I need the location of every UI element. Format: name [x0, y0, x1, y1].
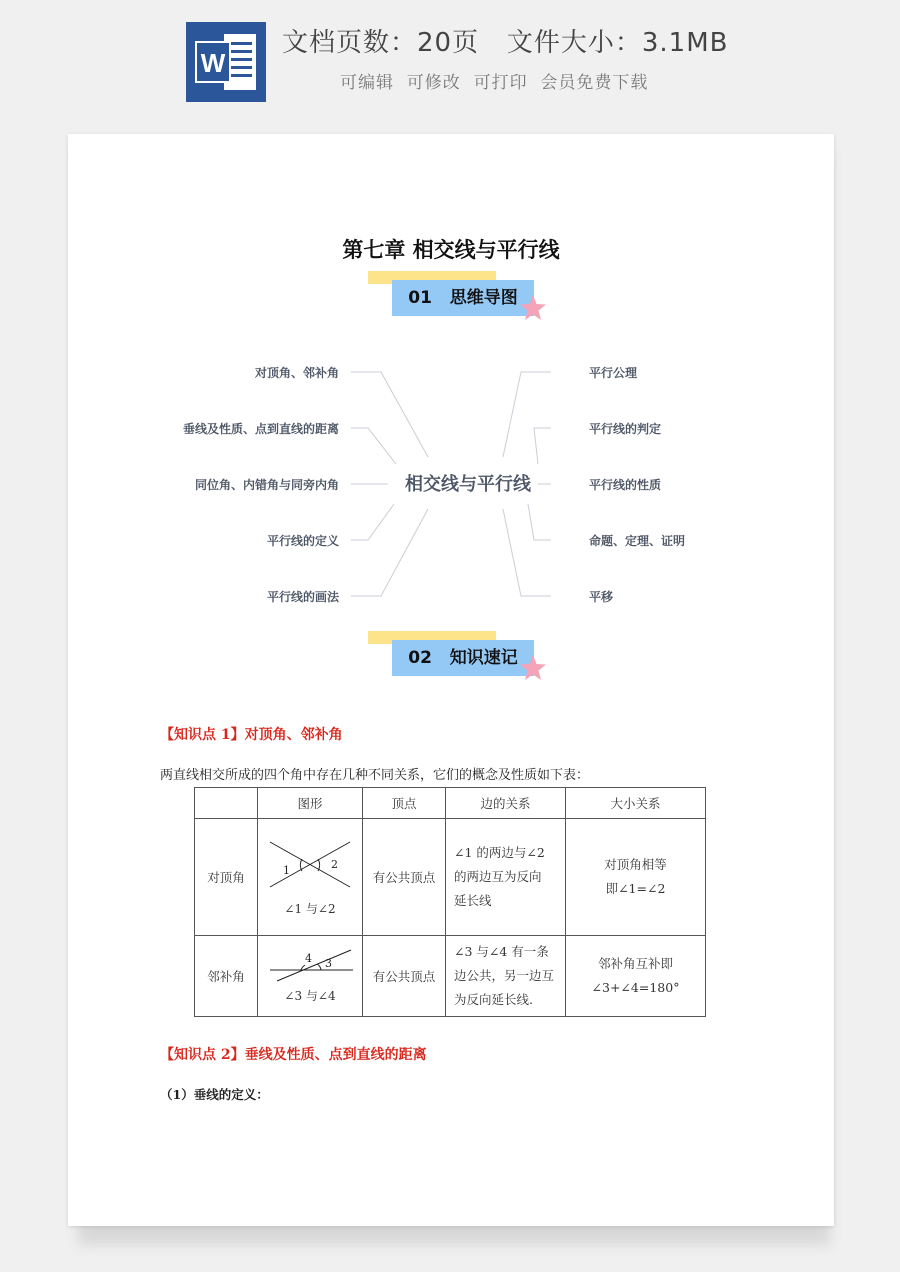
figure-caption: ∠3 与∠4 — [284, 989, 336, 1003]
angle-label-1: 1 — [283, 864, 290, 877]
download-banner — [0, 0, 900, 125]
vertex-cell: 有公共顶点 — [363, 936, 446, 1017]
size-cell: 对顶角相等 即∠1=∠2 — [566, 819, 706, 936]
word-file-icon — [186, 22, 266, 102]
mind-node-right-4: 命题、定理、证明 — [589, 534, 686, 548]
mind-node-left-1: 对顶角、邻补角 — [254, 366, 339, 380]
table-header: 图形 — [258, 788, 363, 819]
mind-node-left-5: 平行线的画法 — [266, 590, 339, 604]
intersecting-lines-diagram — [265, 837, 355, 895]
figure-caption: ∠1 与∠2 — [284, 902, 336, 916]
star-icon — [518, 293, 548, 323]
perpendicular-definition-heading: （1）垂线的定义： — [160, 1087, 269, 1102]
angle-label-3: 3 — [325, 957, 332, 970]
mind-node-right-5: 平移 — [589, 590, 614, 604]
knowledge-point-1-intro: 两直线相交所成的四个角中存在几种不同关系，它们的概念及性质如下表： — [160, 768, 590, 783]
section-label: 01 思维导图 — [408, 288, 518, 308]
angle-label-4: 4 — [305, 952, 312, 965]
document-features: 可编辑 可修改 可打印 会员免费下载 — [340, 73, 649, 93]
mind-node-left-2: 垂线及性质、点到直线的距离 — [182, 422, 339, 436]
vertex-cell: 有公共顶点 — [363, 819, 446, 936]
mind-node-left-4: 平行线的定义 — [266, 534, 339, 548]
section-heading-mindmap — [368, 271, 558, 329]
knowledge-point-1-title: 【知识点 1】对顶角、邻补角 — [160, 727, 343, 743]
table-header-row — [195, 788, 706, 819]
angle-label-2: 2 — [331, 858, 338, 871]
sides-cell: ∠3 与∠4 有一条 边公共，另一边互 为反向延长线. — [446, 936, 566, 1017]
table-header: 大小关系 — [566, 788, 706, 819]
section-heading-notes — [368, 631, 558, 689]
row-name: 对顶角 — [195, 819, 258, 936]
mind-map-center: 相交线与平行线 — [405, 474, 531, 495]
chapter-title: 第七章 相交线与平行线 — [342, 238, 560, 262]
star-icon — [518, 653, 548, 683]
size-cell: 邻补角互补即 ∠3+∠4=180° — [566, 936, 706, 1017]
svg-text:W: W — [200, 48, 226, 78]
adjacent-angles-figure — [258, 936, 363, 1017]
mind-node-right-3: 平行线的性质 — [589, 478, 662, 492]
document-page — [68, 134, 834, 1226]
row-name: 邻补角 — [195, 936, 258, 1017]
sides-cell: ∠1 的两边与∠2 的两边互为反向 延长线 — [446, 819, 566, 936]
table-row — [195, 819, 706, 936]
table-header: 顶点 — [363, 788, 446, 819]
mind-map — [68, 349, 834, 609]
vertical-angles-figure — [258, 819, 363, 936]
knowledge-point-2-title: 【知识点 2】垂线及性质、点到直线的距离 — [160, 1047, 427, 1063]
mind-node-left-3: 同位角、内错角与同旁内角 — [194, 478, 339, 492]
mind-node-right-1: 平行公理 — [589, 366, 638, 380]
table-header: 边的关系 — [446, 788, 566, 819]
table-header — [195, 788, 258, 819]
angle-relations-table — [194, 787, 706, 1017]
section-label: 02 知识速记 — [408, 648, 518, 668]
adjacent-angles-diagram — [265, 948, 355, 982]
table-row — [195, 936, 706, 1017]
document-stats: 文档页数：20页 文件大小：3.1MB — [282, 28, 729, 58]
mind-node-right-2: 平行线的判定 — [589, 422, 662, 436]
